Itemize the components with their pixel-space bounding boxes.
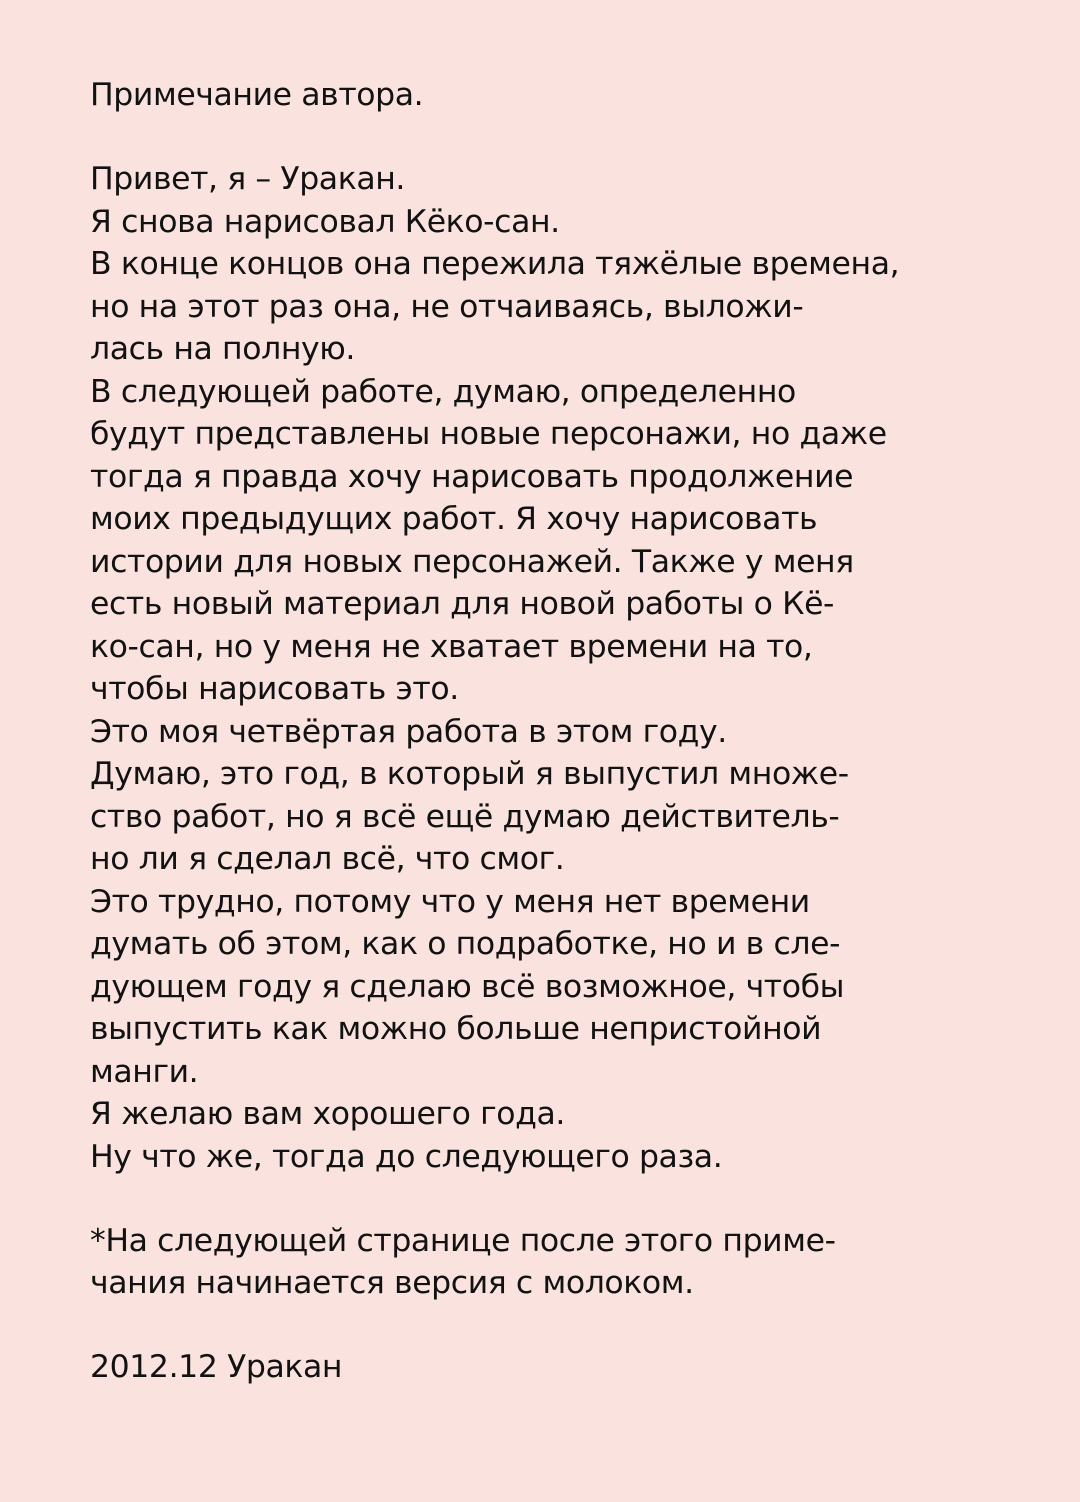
body-line: ство работ, но я всё ещё думаю действитель- xyxy=(90,798,840,835)
signature: 2012.12 Уракан xyxy=(90,1349,343,1385)
body-line: моих предыдущих работ. Я хочу нарисовать xyxy=(90,501,818,537)
body-line: но ли я сделал всё, что смог. xyxy=(90,841,565,877)
body-line: выпустить как можно больше непристойной xyxy=(90,1011,822,1047)
body-line: В конце концов она пережила тяжёлые времена, xyxy=(90,246,900,282)
spacer xyxy=(90,1304,1020,1346)
note-title: Примечание автора. xyxy=(90,77,424,113)
body-line: дующем году я сделаю всё возможное, чтобы xyxy=(90,968,845,1005)
body-line: Я снова нарисовал Кёко-сан. xyxy=(90,203,560,240)
body-line: Я желаю вам хорошего года. xyxy=(90,1096,566,1132)
body-line: ко-сан, но у меня не хватает времени на то, xyxy=(90,628,813,665)
spacer xyxy=(90,1178,1020,1220)
body-line: Это моя четвёртая работа в этом году. xyxy=(90,713,727,750)
body-line: манги. xyxy=(90,1053,199,1090)
body-line: Привет, я – Уракан. xyxy=(90,161,406,197)
body-line: Это трудно, потому что у меня нет времени xyxy=(90,883,810,920)
body-line: В следующей работе, думаю, определенно xyxy=(90,373,796,410)
footnote-line: *На следующей странице после этого приме- xyxy=(90,1223,836,1259)
author-note xyxy=(90,74,1020,1388)
body-line: но на этот раз она, не отчаиваясь, выложи- xyxy=(90,288,804,325)
body-line: лась на полную. xyxy=(90,331,356,367)
body-line: Ну что же, тогда до следующего раза. xyxy=(90,1138,723,1175)
note-body xyxy=(90,158,1020,1178)
body-line: чтобы нарисовать это. xyxy=(90,671,459,707)
body-line: будут представлены новые персонажи, но даже xyxy=(90,416,887,452)
spacer xyxy=(90,116,1020,158)
body-line: думать об этом, как о подработке, но и в сле- xyxy=(90,926,841,962)
footnote xyxy=(90,1220,1020,1304)
body-line: Думаю, это год, в который я выпустил множе- xyxy=(90,756,849,792)
body-line: тогда я правда хочу нарисовать продолжение xyxy=(90,458,854,495)
body-line: истории для новых персонажей. Также у меня xyxy=(90,543,854,580)
body-line: есть новый материал для новой работы о Кё- xyxy=(90,586,835,622)
footnote-line: чания начинается версия с молоком. xyxy=(90,1265,694,1301)
